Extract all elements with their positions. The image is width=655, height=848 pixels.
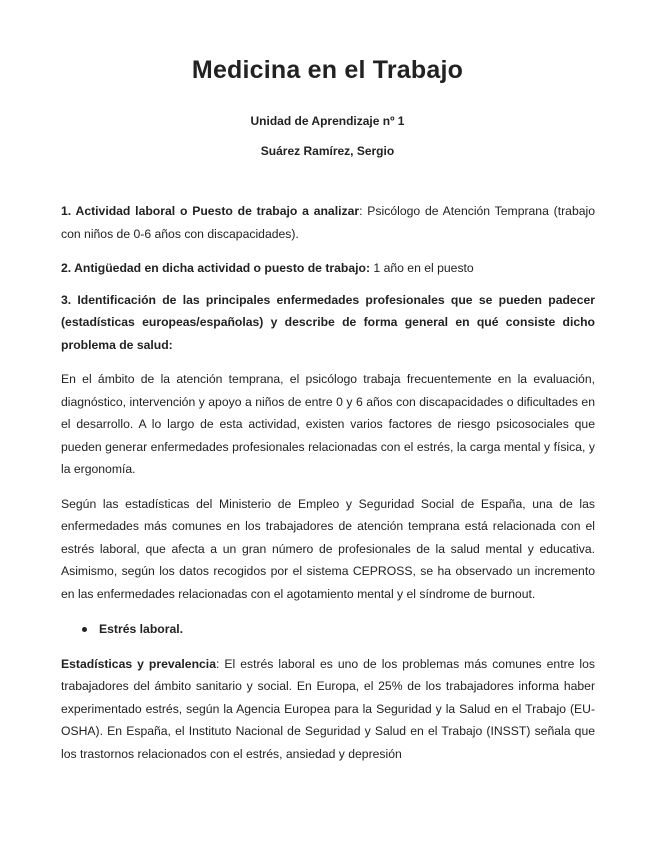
question-3: 3. Identificación de las principales enfermedades profesionales que se pueden padecer (estadísticas europeas/españolas) y describe de forma general en qué consiste dicho problema de salud: (61, 292, 595, 352)
list-item-text: Estrés laboral. (99, 622, 183, 636)
prevalence-text: : El estrés laboral es uno de los problemas más comunes entre los trabajadores del ámbito sanitario y social. En Europa, el 25% de los trabajadores informa haber experimentado estrés, según la Agencia Europea para la Seguridad y la Salud en el Trabajo (EU-OSHA). En España, el Instituto Nacional de Seguridad y Salud en el Trabajo (INSST) señala que los trastornos relacionados con el estrés, ansiedad y depresión (61, 656, 595, 761)
question-1-answer: : Psicólogo de Atención Temprana (trabajo con niños de 0-6 años con discapacidades). (61, 204, 595, 241)
question-2 (61, 257, 595, 280)
question-1-label: 1. Actividad laboral o Puesto de trabajo a analizar (61, 204, 360, 218)
question-2-answer: 1 año en el puesto (370, 261, 474, 275)
list-item (61, 618, 595, 641)
paragraph-intro: En el ámbito de la atención temprana, el psicólogo trabaja frecuentemente en la evaluación, diagnóstico, intervención y apoyo a niños de entre 0 y 6 años con discapacidades o dificultades en el desarrollo. A lo largo de esta actividad, existen varios factores de riesgo psicosociales que pueden generar enfermedades profesionales relacionadas con el estrés, la carga mental y física, y la ergonomía. (61, 372, 595, 476)
paragraph-prevalence (61, 653, 595, 766)
question-1 (61, 200, 595, 245)
question-2-label: 2. Antigüedad en dicha actividad o puesto de trabajo: (61, 261, 371, 275)
author-name: Suárez Ramírez, Sergio (260, 144, 395, 158)
paragraph-statistics: Según las estadísticas del Ministerio de Empleo y Seguridad Social de España, una de las enfermedades más comunes en los trabajadores de atención temprana está relacionada con el estrés laboral, que afecta a un gran número de profesionales de la salud mental y educativa. Asimismo, según los datos recogidos por el sistema CEPROSS, se ha observado un incremento en las enfermedades relacionadas con el agotamiento mental y el síndrome de burnout. (61, 496, 595, 601)
document-body (61, 200, 595, 765)
bullet-icon (82, 627, 87, 632)
prevalence-label: Estadísticas y prevalencia (61, 656, 216, 671)
document-title: Medicina en el Trabajo (191, 56, 464, 84)
unit-subtitle: Unidad de Aprendizaje nº 1 (250, 114, 405, 128)
